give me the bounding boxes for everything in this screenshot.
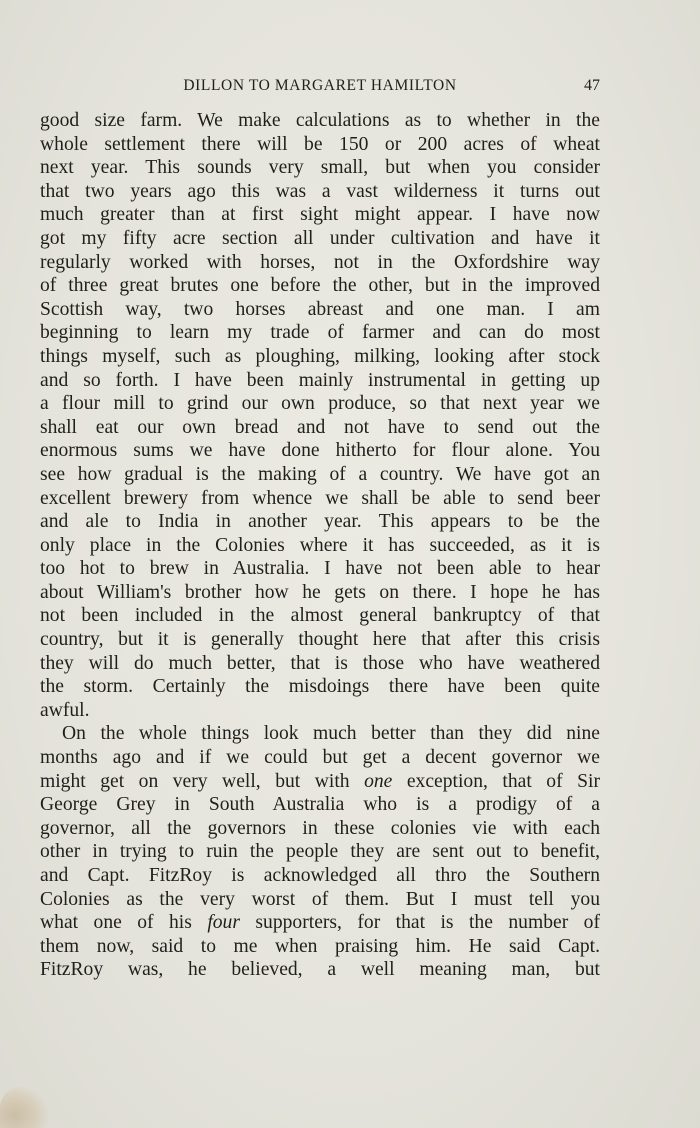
text-line: and ale to India in another year. This appears to be the — [40, 511, 600, 533]
text-line: Scottish way, two horses abreast and one man. I am — [40, 298, 600, 320]
text-line: what one of his four supporters, for that is the number of — [40, 912, 600, 934]
text-line: other in trying to ruin the people they are sent out to benefit, — [40, 841, 600, 863]
text-line: regularly worked with horses, not in the Oxfordshire way — [40, 251, 600, 273]
body-text — [40, 109, 600, 982]
text-line: much greater than at first sight might appear. I have now — [40, 204, 600, 226]
text-line: about William's brother how he gets on there. I hope he has — [40, 581, 600, 603]
running-title: DILLON TO MARGARET HAMILTON — [183, 77, 457, 94]
page-stain — [0, 1086, 48, 1128]
text-line: of three great brutes one before the other, but in the improved — [40, 275, 600, 297]
text-line: too hot to brew in Australia. I have not been able to hear — [40, 558, 600, 580]
text-line: a flour mill to grind our own produce, so that next year we — [40, 393, 600, 415]
text-line: shall eat our own bread and not have to send out the — [40, 416, 600, 438]
text-line: FitzRoy was, he believed, a well meaning man, but — [40, 959, 600, 981]
text-line: months ago and if we could but get a decent governor we — [40, 747, 600, 769]
text-line: not been included in the almost general bankruptcy of that — [40, 605, 600, 627]
text-line: governor, all the governors in these colonies vie with each — [40, 817, 600, 839]
paragraph-2 — [40, 722, 600, 982]
text-line: that two years ago this was a vast wilderness it turns out — [40, 180, 600, 202]
text-line: good size farm. We make calculations as to whether in the — [40, 110, 600, 131]
text-line: the storm. Certainly the misdoings there have been quite — [40, 676, 600, 698]
page-number: 47 — [584, 77, 600, 94]
text-line: next year. This sounds very small, but when you consider — [40, 157, 600, 179]
text-line: things myself, such as ploughing, milking, looking after stock — [40, 345, 600, 367]
text-line: enormous sums we have done hitherto for flour alone. You — [40, 440, 600, 462]
running-head — [40, 77, 600, 99]
text-line: them now, said to me when praising him. He said Capt. — [40, 935, 600, 957]
text-line: only place in the Colonies where it has succeeded, as it is — [40, 534, 600, 556]
text-line: On the whole things look much better than they did nine — [62, 723, 600, 745]
text-line: they will do much better, that is those who have weathered — [40, 652, 600, 674]
text-line: and Capt. FitzRoy is acknowledged all thro the Southern — [40, 865, 600, 886]
text-line: awful. — [40, 699, 90, 721]
text-line: country, but it is generally thought here that after this crisis — [40, 629, 600, 651]
text-line: might get on very well, but with one exception, that of Sir — [40, 770, 600, 792]
text-line: Colonies as the very worst of them. But I must tell you — [40, 888, 600, 910]
text-line: beginning to learn my trade of farmer and can do most — [40, 322, 600, 344]
text-line: George Grey in South Australia who is a prodigy of a — [40, 794, 600, 816]
paragraph-1 — [40, 109, 600, 722]
text-line: whole settlement there will be 150 or 200 acres of wheat — [40, 133, 600, 155]
text-line: excellent brewery from whence we shall be able to send beer — [40, 487, 600, 509]
text-line: got my fifty acre section all under cultivation and have it — [40, 227, 600, 249]
text-line: see how gradual is the making of a country. We have got an — [40, 463, 600, 485]
text-line: and so forth. I have been mainly instrumental in getting up — [40, 369, 600, 391]
